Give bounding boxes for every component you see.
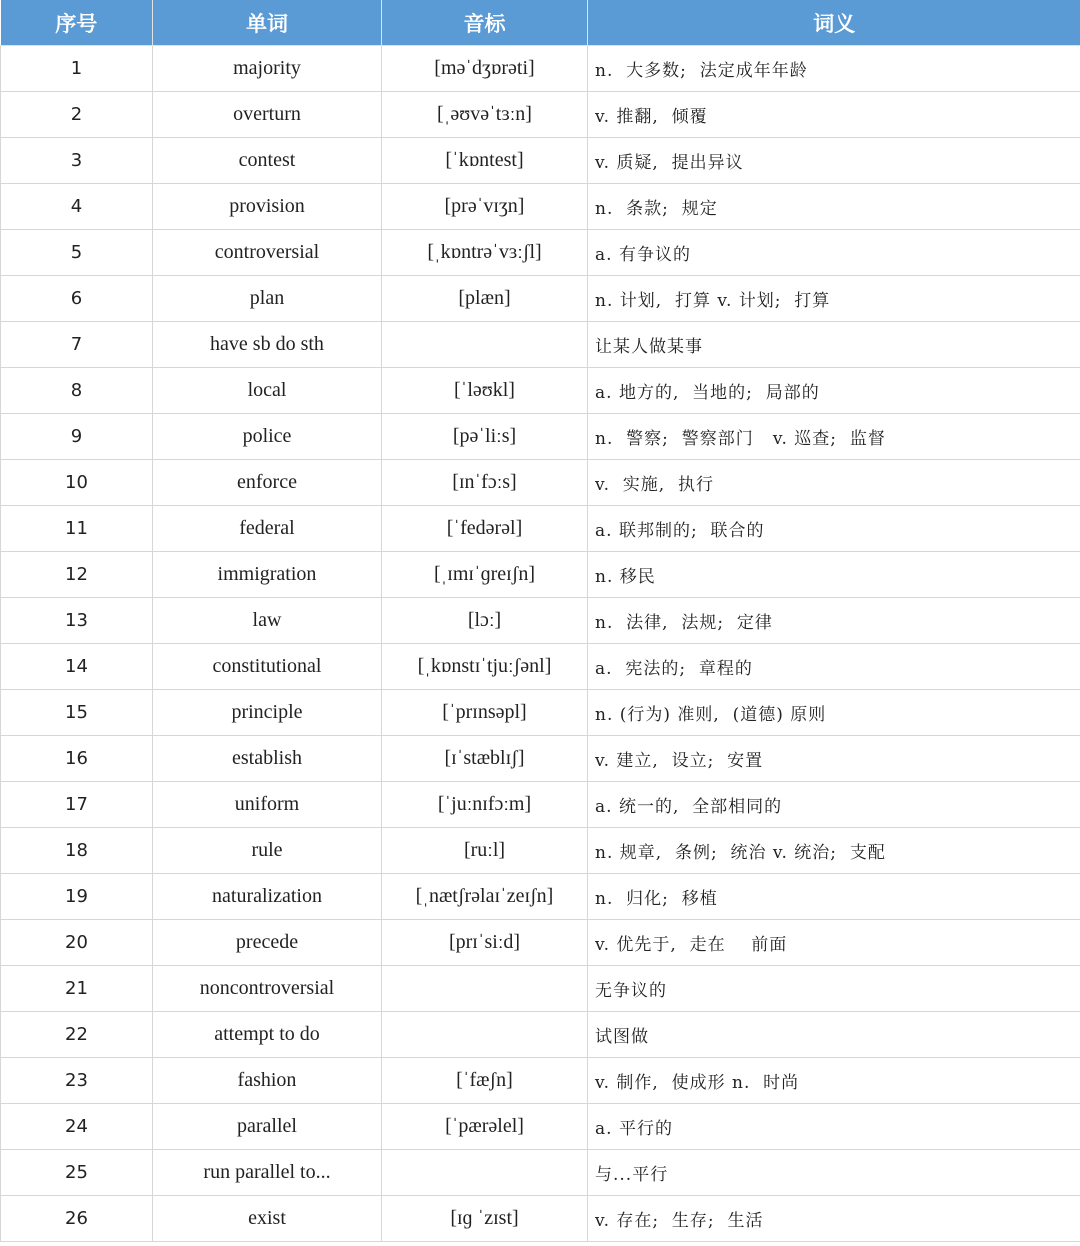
meaning-cell: a. 有争议的 — [588, 230, 1080, 276]
word-cell: exist — [153, 1196, 382, 1242]
row-index: 13 — [1, 598, 153, 644]
table-row — [1, 1104, 1080, 1150]
word-cell: have sb do sth — [153, 322, 382, 368]
word-cell: naturalization — [153, 874, 382, 920]
meaning-cell: n. 警察; 警察部门 v. 巡查; 监督 — [588, 414, 1080, 460]
meaning-cell: v. 存在; 生存; 生活 — [588, 1196, 1080, 1242]
meaning-cell: v. 推翻, 倾覆 — [588, 92, 1080, 138]
row-index: 23 — [1, 1058, 153, 1104]
row-index: 2 — [1, 92, 153, 138]
meaning-cell: n. 归化; 移植 — [588, 874, 1080, 920]
phonetic-cell: [ɪɡ ˈzɪst] — [382, 1196, 588, 1242]
meaning-cell: 试图做 — [588, 1012, 1080, 1058]
phonetic-cell: [ˈfæʃn] — [382, 1058, 588, 1104]
meaning-cell: 让某人做某事 — [588, 322, 1080, 368]
phonetic-cell: [məˈdʒɒrəti] — [382, 46, 588, 92]
table-row — [1, 460, 1080, 506]
table-row — [1, 966, 1080, 1012]
meaning-cell: v. 优先于, 走在 前面 — [588, 920, 1080, 966]
meaning-cell: v. 制作, 使成形 n. 时尚 — [588, 1058, 1080, 1104]
phonetic-cell: [ɪnˈfɔːs] — [382, 460, 588, 506]
phonetic-cell — [382, 322, 588, 368]
table-header — [1, 0, 1080, 46]
meaning-cell: n. 计划, 打算 v. 计划; 打算 — [588, 276, 1080, 322]
meaning-cell: n. 大多数; 法定成年年龄 — [588, 46, 1080, 92]
table-row — [1, 368, 1080, 414]
word-cell: precede — [153, 920, 382, 966]
table-row — [1, 690, 1080, 736]
table-row — [1, 644, 1080, 690]
table-row — [1, 552, 1080, 598]
table-body — [1, 46, 1080, 1242]
row-index: 6 — [1, 276, 153, 322]
meaning-cell: a. 宪法的; 章程的 — [588, 644, 1080, 690]
table-row — [1, 322, 1080, 368]
row-index: 15 — [1, 690, 153, 736]
row-index: 20 — [1, 920, 153, 966]
phonetic-cell: [prəˈvɪʒn] — [382, 184, 588, 230]
word-cell: principle — [153, 690, 382, 736]
meaning-cell: a. 统一的, 全部相同的 — [588, 782, 1080, 828]
table-row — [1, 1058, 1080, 1104]
word-cell: local — [153, 368, 382, 414]
table-row — [1, 874, 1080, 920]
word-cell: rule — [153, 828, 382, 874]
table-row — [1, 230, 1080, 276]
word-cell: enforce — [153, 460, 382, 506]
word-cell: majority — [153, 46, 382, 92]
row-index: 5 — [1, 230, 153, 276]
header-meaning: 词义 — [588, 0, 1080, 46]
phonetic-cell: [ruːl] — [382, 828, 588, 874]
row-index: 25 — [1, 1150, 153, 1196]
meaning-cell: n. 规章, 条例; 统治 v. 统治; 支配 — [588, 828, 1080, 874]
word-cell: establish — [153, 736, 382, 782]
word-cell: overturn — [153, 92, 382, 138]
phonetic-cell — [382, 966, 588, 1012]
meaning-cell: a. 平行的 — [588, 1104, 1080, 1150]
table-row — [1, 414, 1080, 460]
row-index: 17 — [1, 782, 153, 828]
row-index: 12 — [1, 552, 153, 598]
meaning-cell: n. (行为) 准则, (道德) 原则 — [588, 690, 1080, 736]
meaning-cell: a. 地方的, 当地的; 局部的 — [588, 368, 1080, 414]
table-row — [1, 92, 1080, 138]
header-row — [1, 0, 1080, 46]
row-index: 8 — [1, 368, 153, 414]
meaning-cell: 无争议的 — [588, 966, 1080, 1012]
row-index: 14 — [1, 644, 153, 690]
word-cell: law — [153, 598, 382, 644]
phonetic-cell: [ˌəʊvəˈtɜːn] — [382, 92, 588, 138]
meaning-cell: 与...平行 — [588, 1150, 1080, 1196]
word-cell: run parallel to... — [153, 1150, 382, 1196]
word-cell: immigration — [153, 552, 382, 598]
meaning-cell: n. 法律, 法规; 定律 — [588, 598, 1080, 644]
word-cell: noncontroversial — [153, 966, 382, 1012]
row-index: 11 — [1, 506, 153, 552]
meaning-cell: n. 移民 — [588, 552, 1080, 598]
meaning-cell: v. 实施, 执行 — [588, 460, 1080, 506]
phonetic-cell: [plæn] — [382, 276, 588, 322]
phonetic-cell: [ˈpærəlel] — [382, 1104, 588, 1150]
row-index: 4 — [1, 184, 153, 230]
table-row — [1, 506, 1080, 552]
table-row — [1, 138, 1080, 184]
phonetic-cell: [ˈfedərəl] — [382, 506, 588, 552]
table-row — [1, 1150, 1080, 1196]
word-cell: provision — [153, 184, 382, 230]
phonetic-cell — [382, 1012, 588, 1058]
word-cell: constitutional — [153, 644, 382, 690]
meaning-cell: v. 质疑, 提出异议 — [588, 138, 1080, 184]
table-row — [1, 1196, 1080, 1242]
row-index: 16 — [1, 736, 153, 782]
word-cell: uniform — [153, 782, 382, 828]
phonetic-cell: [ˈprɪnsəpl] — [382, 690, 588, 736]
row-index: 7 — [1, 322, 153, 368]
row-index: 1 — [1, 46, 153, 92]
table-row — [1, 736, 1080, 782]
phonetic-cell: [ɪˈstæblɪʃ] — [382, 736, 588, 782]
row-index: 24 — [1, 1104, 153, 1150]
table-row — [1, 782, 1080, 828]
phonetic-cell: [prɪˈsiːd] — [382, 920, 588, 966]
phonetic-cell: [ˈjuːnɪfɔːm] — [382, 782, 588, 828]
meaning-cell: n. 条款; 规定 — [588, 184, 1080, 230]
table-row — [1, 598, 1080, 644]
phonetic-cell: [pəˈliːs] — [382, 414, 588, 460]
row-index: 10 — [1, 460, 153, 506]
word-cell: attempt to do — [153, 1012, 382, 1058]
word-cell: police — [153, 414, 382, 460]
phonetic-cell: [ˌkɒntrəˈvɜːʃl] — [382, 230, 588, 276]
word-cell: federal — [153, 506, 382, 552]
phonetic-cell: [ˌkɒnstɪˈtjuːʃənl] — [382, 644, 588, 690]
row-index: 19 — [1, 874, 153, 920]
phonetic-cell: [ˌɪmɪˈɡreɪʃn] — [382, 552, 588, 598]
word-cell: contest — [153, 138, 382, 184]
row-index: 18 — [1, 828, 153, 874]
phonetic-cell: [ˈkɒntest] — [382, 138, 588, 184]
table-row — [1, 1012, 1080, 1058]
word-cell: plan — [153, 276, 382, 322]
table-row — [1, 46, 1080, 92]
row-index: 9 — [1, 414, 153, 460]
word-cell: fashion — [153, 1058, 382, 1104]
row-index: 3 — [1, 138, 153, 184]
meaning-cell: v. 建立, 设立; 安置 — [588, 736, 1080, 782]
header-word: 单词 — [153, 0, 382, 46]
row-index: 21 — [1, 966, 153, 1012]
row-index: 26 — [1, 1196, 153, 1242]
header-phonetic: 音标 — [382, 0, 588, 46]
phonetic-cell: [lɔː] — [382, 598, 588, 644]
word-cell: parallel — [153, 1104, 382, 1150]
table-row — [1, 184, 1080, 230]
row-index: 22 — [1, 1012, 153, 1058]
table-row — [1, 920, 1080, 966]
meaning-cell: a. 联邦制的; 联合的 — [588, 506, 1080, 552]
table-row — [1, 828, 1080, 874]
phonetic-cell: [ˌnætʃrəlaɪˈzeɪʃn] — [382, 874, 588, 920]
phonetic-cell — [382, 1150, 588, 1196]
table-row — [1, 276, 1080, 322]
phonetic-cell: [ˈləʊkl] — [382, 368, 588, 414]
header-index: 序号 — [1, 0, 153, 46]
word-cell: controversial — [153, 230, 382, 276]
